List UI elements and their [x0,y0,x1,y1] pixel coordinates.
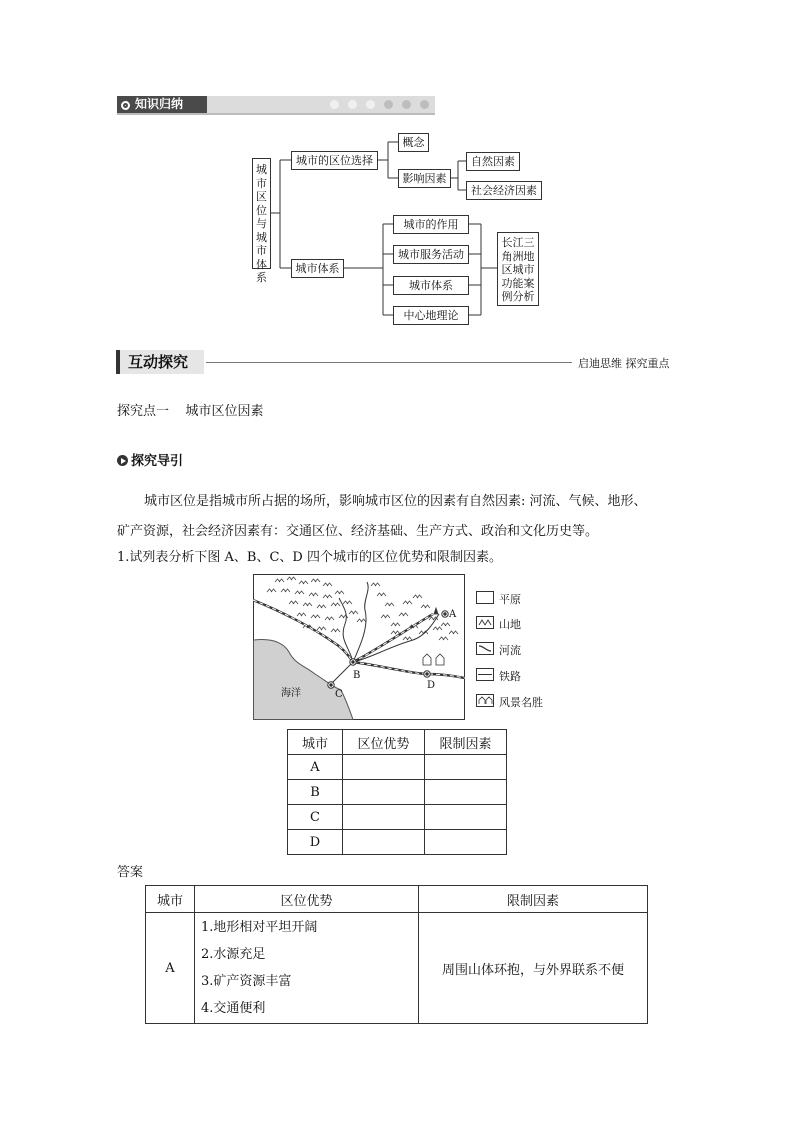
blank-cell [425,780,507,805]
table-row [146,913,648,1024]
blank-analysis-table [287,729,507,855]
node-factors: 影响因素 [398,169,451,188]
city-label-d: D [427,680,436,691]
legend-scenic: 风景名胜 [499,696,543,709]
table-header: 限制因素 [425,730,507,755]
ocean-label: 海洋 [281,688,301,699]
blank-cell [343,755,425,780]
blank-cell [343,780,425,805]
table-row [288,805,507,830]
city-label-b: B [353,670,361,681]
answer-city-cell: A [146,913,195,1024]
table-row [288,755,507,780]
city-cell: C [288,805,343,830]
table-row [288,830,507,855]
paragraph-line-2: 矿产资源，社会经济因素有：交通区位、经济基础、生产方式、政治和文化历史等。 [117,524,599,539]
table-header: 城市 [288,730,343,755]
mountain-legend-icon [476,616,494,629]
node-b2-item: 中心地理论 [393,306,469,325]
legend-mountain: 山地 [499,618,521,631]
blank-cell [343,830,425,855]
city-label-c: C [335,689,343,700]
table-header: 城市 [146,886,195,913]
blank-cell [425,805,507,830]
river-legend-icon [476,642,494,655]
case-box [497,232,539,306]
explore-point-title: 探究点一 城市区位因素 [117,404,264,419]
case-label: 长江三角洲地区城市功能案例分析 [501,236,535,303]
city-cell: A [288,755,343,780]
advantage-item: 2.水源充足 [201,947,266,962]
region-map [253,574,465,720]
table-row [288,780,507,805]
table-header: 区位优势 [195,886,419,913]
city-cell: B [288,780,343,805]
paragraph-line-1: 城市区位是指城市所占据的场所，影响城市区位的因素有自然因素: 河流、气候、地形、 [144,494,647,509]
root-label: 城市区位与城市体系 [256,163,267,284]
table-header-row [288,730,507,755]
answer-label: 答案 [117,865,144,880]
advantage-item: 3.矿产资源丰富 [201,974,292,989]
knowledge-header-label: 知识归纳 [135,97,184,111]
plain-legend-icon [476,591,494,604]
advantage-item: 1.地形相对平坦开阔 [201,920,318,935]
guide-heading [117,450,183,469]
play-icon [117,455,128,466]
section-divider [206,362,572,363]
section-title: 互动探究 [116,350,204,374]
node-natural-factors: 自然因素 [466,152,520,171]
city-label-a: A [449,609,457,620]
blank-cell [425,830,507,855]
question-1: 1.试列表分析下图 A、B、C、D 四个城市的区位优势和限制因素。 [117,550,502,565]
branch-location-choice: 城市的区位选择 [291,151,378,170]
legend-river: 河流 [499,644,521,657]
railway-legend-icon [476,668,494,681]
table-header: 区位优势 [343,730,425,755]
guide-label: 探究导引 [131,454,184,469]
table-header: 限制因素 [419,886,648,913]
limit-cell: 周围山体环抱，与外界联系不便 [419,913,648,1024]
answer-table [145,885,648,1024]
legend-plain: 平原 [499,593,521,606]
advantage-item: 4.交通便利 [201,1001,266,1016]
node-concept: 概念 [398,133,429,152]
node-b2-item: 城市服务活动 [393,245,469,264]
node-b2-item: 城市的作用 [393,215,469,234]
root-box [252,158,271,284]
advantages-cell [195,913,419,1024]
section-tagline: 启迪思维 探究重点 [578,357,670,370]
node-social-factors: 社会经济因素 [466,181,542,200]
blank-cell [343,805,425,830]
blank-cell [425,755,507,780]
scenic-legend-icon [476,694,494,707]
node-b2-item: 城市体系 [393,276,469,295]
table-header-row [146,886,648,913]
legend-railway: 铁路 [499,670,521,683]
branch-city-system: 城市体系 [291,259,344,278]
city-cell: D [288,830,343,855]
